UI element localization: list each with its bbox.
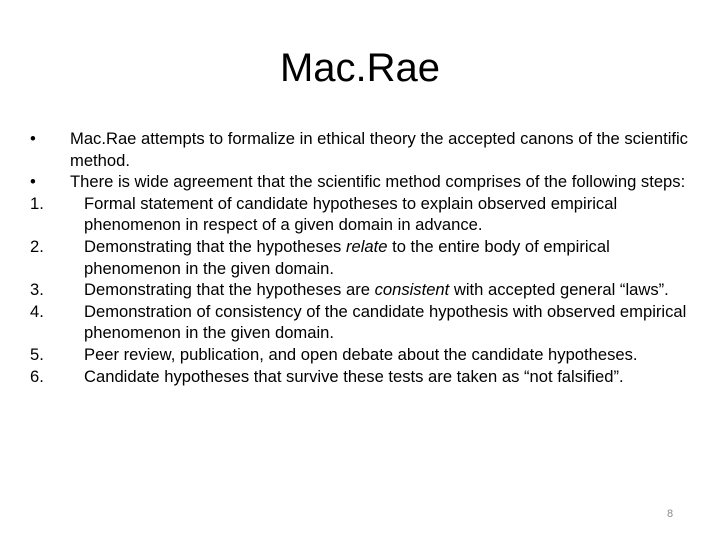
bullet-item xyxy=(30,128,690,171)
numbered-step-item xyxy=(30,193,690,236)
step-text xyxy=(84,236,690,279)
bullet-item xyxy=(30,171,690,193)
step-number: 2. xyxy=(30,236,44,256)
step-number: 5. xyxy=(30,344,44,364)
emphasized-text: consistent xyxy=(374,280,450,300)
step-text xyxy=(84,193,690,236)
emphasized-text: relate xyxy=(345,236,388,256)
step-text xyxy=(84,344,690,366)
bullet-marker: • xyxy=(30,129,36,148)
slide-title: Mac.Rae xyxy=(279,46,441,90)
step-number: 1. xyxy=(30,193,44,213)
step-number: 4. xyxy=(30,301,44,321)
text-run: Demonstrating that the hypotheses are xyxy=(84,280,375,300)
page-number: 8 xyxy=(666,508,674,520)
bullet-marker: • xyxy=(30,172,36,192)
numbered-steps-list xyxy=(30,193,690,387)
bullet-text: There is wide agreement that the scientific method comprises of the following steps: xyxy=(70,172,686,192)
numbered-step-item xyxy=(30,301,690,344)
numbered-step-item xyxy=(30,279,690,301)
step-number: 6. xyxy=(30,366,44,386)
numbered-step-item xyxy=(30,344,690,366)
text-run: Demonstration of consistency of the candidate hypothesis with observed empirical phenomenon in the given domain. xyxy=(84,301,687,343)
text-run: with accepted general “laws”. xyxy=(449,280,669,300)
step-text xyxy=(84,366,690,388)
text-run: to the entire body of empirical phenomenon in the given domain. xyxy=(84,236,610,278)
text-run: Demonstrating that the hypotheses xyxy=(84,236,346,256)
numbered-step-item xyxy=(30,366,690,388)
bullet-text: Mac.Rae attempts to formalize in ethical theory the accepted canons of the scientific method. xyxy=(70,129,688,170)
text-run: Formal statement of candidate hypotheses to explain observed empirical phenomenon in respect of a given domain in advance. xyxy=(84,193,618,235)
step-number: 3. xyxy=(30,280,44,300)
text-run: Candidate hypotheses that survive these tests are taken as “not falsified”. xyxy=(84,366,624,386)
text-run: Peer review, publication, and open debate about the candidate hypotheses. xyxy=(84,344,638,364)
step-text xyxy=(84,301,690,344)
step-text xyxy=(84,279,690,301)
slide-body xyxy=(30,128,690,387)
numbered-step-item xyxy=(30,236,690,279)
